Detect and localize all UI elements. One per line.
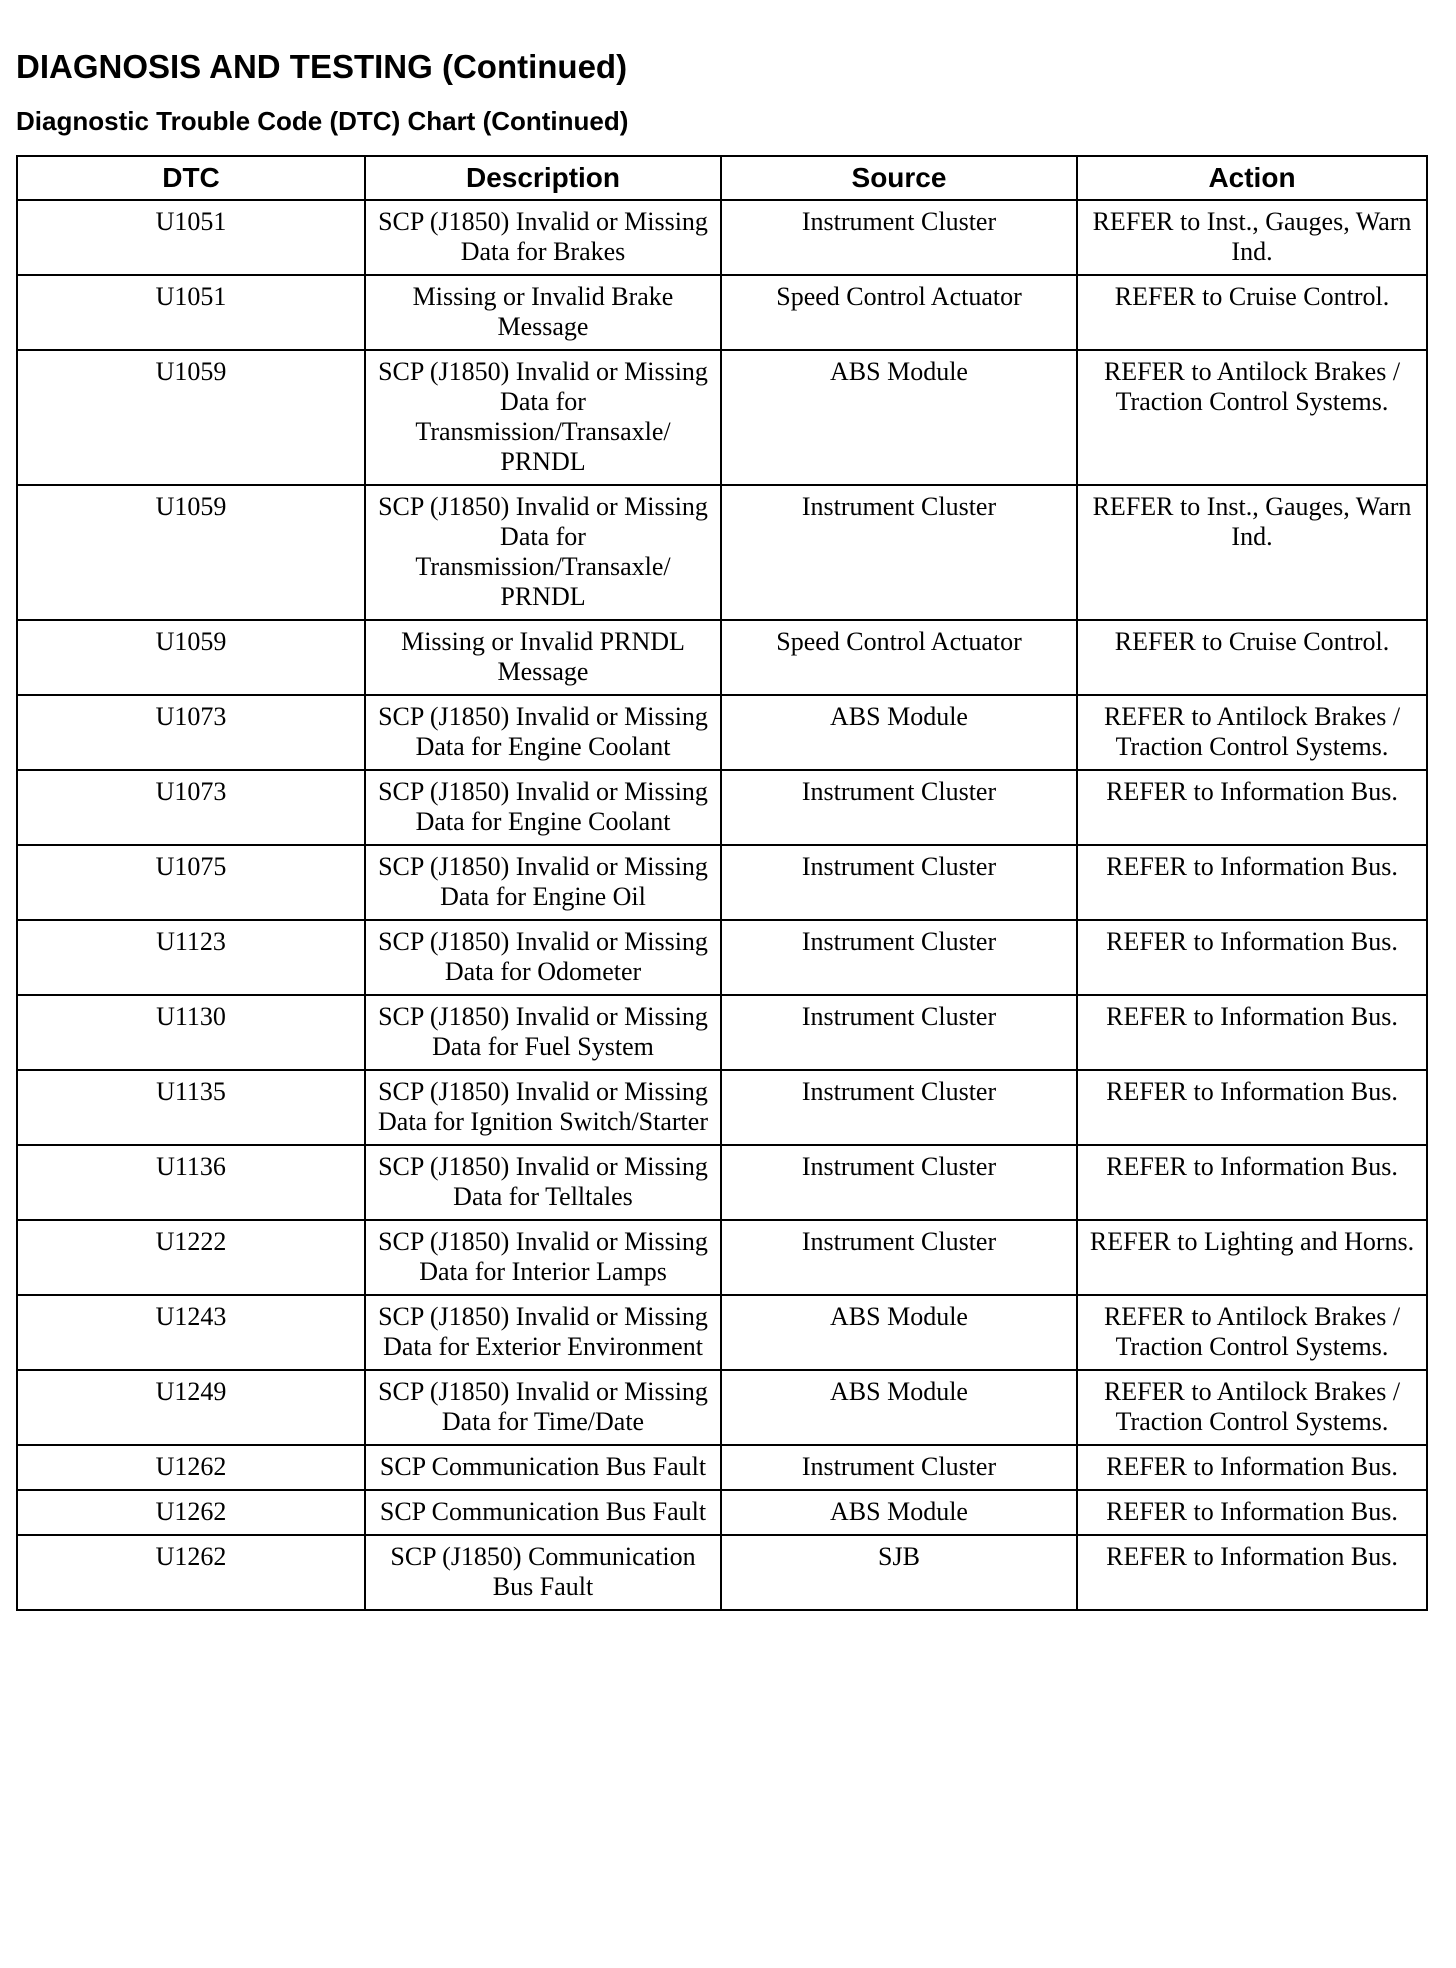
dtc-cell: U1130 xyxy=(17,995,365,1070)
description-cell: SCP (J1850) Invalid or Missing Data for Engine Oil xyxy=(365,845,721,920)
dtc-cell: U1135 xyxy=(17,1070,365,1145)
table-row xyxy=(17,1145,1427,1220)
source-cell: Speed Control Actuator xyxy=(721,275,1077,350)
action-cell: REFER to Information Bus. xyxy=(1077,995,1427,1070)
column-header-source: Source xyxy=(721,156,1077,200)
description-cell: SCP (J1850) Invalid or Missing Data for Ignition Switch/Starter xyxy=(365,1070,721,1145)
description-cell: SCP (J1850) Invalid or Missing Data for Engine Coolant xyxy=(365,770,721,845)
dtc-cell: U1075 xyxy=(17,845,365,920)
table-row xyxy=(17,1490,1427,1535)
dtc-cell: U1262 xyxy=(17,1490,365,1535)
action-cell: REFER to Information Bus. xyxy=(1077,770,1427,845)
action-cell: REFER to Information Bus. xyxy=(1077,845,1427,920)
chart-subtitle: Diagnostic Trouble Code (DTC) Chart (Continued) xyxy=(16,106,629,136)
source-cell: Instrument Cluster xyxy=(721,1145,1077,1220)
dtc-cell: U1073 xyxy=(17,695,365,770)
action-cell: REFER to Antilock Brakes / Traction Control Systems. xyxy=(1077,695,1427,770)
action-cell: REFER to Cruise Control. xyxy=(1077,620,1427,695)
table-row xyxy=(17,1220,1427,1295)
dtc-cell: U1051 xyxy=(17,200,365,275)
table-row xyxy=(17,200,1427,275)
table-row xyxy=(17,275,1427,350)
action-cell: REFER to Information Bus. xyxy=(1077,920,1427,995)
description-cell: SCP Communication Bus Fault xyxy=(365,1445,721,1490)
source-cell: ABS Module xyxy=(721,1370,1077,1445)
column-header-action: Action xyxy=(1077,156,1427,200)
table-row xyxy=(17,1535,1427,1610)
description-cell: SCP (J1850) Communication Bus Fault xyxy=(365,1535,721,1610)
table-row xyxy=(17,845,1427,920)
table-row xyxy=(17,695,1427,770)
dtc-cell: U1059 xyxy=(17,350,365,485)
description-cell: SCP (J1850) Invalid or Missing Data for Odometer xyxy=(365,920,721,995)
description-cell: SCP (J1850) Invalid or Missing Data for Exterior Environment xyxy=(365,1295,721,1370)
dtc-cell: U1249 xyxy=(17,1370,365,1445)
description-cell: SCP (J1850) Invalid or Missing Data for Fuel System xyxy=(365,995,721,1070)
source-cell: Instrument Cluster xyxy=(721,485,1077,620)
description-cell: SCP (J1850) Invalid or Missing Data for Brakes xyxy=(365,200,721,275)
description-cell: SCP (J1850) Invalid or Missing Data for Engine Coolant xyxy=(365,695,721,770)
description-cell: Missing or Invalid Brake Message xyxy=(365,275,721,350)
action-cell: REFER to Information Bus. xyxy=(1077,1535,1427,1610)
table-header-row xyxy=(17,156,1427,200)
source-cell: Instrument Cluster xyxy=(721,200,1077,275)
source-cell: Instrument Cluster xyxy=(721,1445,1077,1490)
dtc-cell: U1123 xyxy=(17,920,365,995)
action-cell: REFER to Antilock Brakes / Traction Control Systems. xyxy=(1077,1295,1427,1370)
page-title: DIAGNOSIS AND TESTING (Continued) xyxy=(16,48,628,85)
description-cell: SCP (J1850) Invalid or Missing Data for Transmission/Transaxle/ PRNDL xyxy=(365,350,721,485)
description-cell: SCP (J1850) Invalid or Missing Data for Interior Lamps xyxy=(365,1220,721,1295)
dtc-cell: U1222 xyxy=(17,1220,365,1295)
table-row xyxy=(17,1445,1427,1490)
dtc-cell: U1051 xyxy=(17,275,365,350)
source-cell: Speed Control Actuator xyxy=(721,620,1077,695)
action-cell: REFER to Inst., Gauges, Warn Ind. xyxy=(1077,200,1427,275)
table-row xyxy=(17,350,1427,485)
table-body xyxy=(17,200,1427,1610)
table-row xyxy=(17,995,1427,1070)
action-cell: REFER to Cruise Control. xyxy=(1077,275,1427,350)
action-cell: REFER to Information Bus. xyxy=(1077,1490,1427,1535)
page xyxy=(16,44,1440,138)
description-cell: Missing or Invalid PRNDL Message xyxy=(365,620,721,695)
description-cell: SCP (J1850) Invalid or Missing Data for Transmission/Transaxle/ PRNDL xyxy=(365,485,721,620)
description-cell: SCP (J1850) Invalid or Missing Data for Time/Date xyxy=(365,1370,721,1445)
action-cell: REFER to Antilock Brakes / Traction Control Systems. xyxy=(1077,1370,1427,1445)
action-cell: REFER to Lighting and Horns. xyxy=(1077,1220,1427,1295)
column-header-dtc: DTC xyxy=(17,156,365,200)
dtc-cell: U1059 xyxy=(17,485,365,620)
source-cell: Instrument Cluster xyxy=(721,995,1077,1070)
source-cell: Instrument Cluster xyxy=(721,1070,1077,1145)
table-row xyxy=(17,1070,1427,1145)
dtc-cell: U1243 xyxy=(17,1295,365,1370)
action-cell: REFER to Information Bus. xyxy=(1077,1445,1427,1490)
table-row xyxy=(17,920,1427,995)
source-cell: Instrument Cluster xyxy=(721,770,1077,845)
table-row xyxy=(17,1295,1427,1370)
column-header-description: Description xyxy=(365,156,721,200)
dtc-cell: U1262 xyxy=(17,1445,365,1490)
source-cell: ABS Module xyxy=(721,695,1077,770)
action-cell: REFER to Antilock Brakes / Traction Control Systems. xyxy=(1077,350,1427,485)
source-cell: Instrument Cluster xyxy=(721,845,1077,920)
source-cell: Instrument Cluster xyxy=(721,920,1077,995)
source-cell: ABS Module xyxy=(721,1490,1077,1535)
action-cell: REFER to Information Bus. xyxy=(1077,1145,1427,1220)
table-row xyxy=(17,485,1427,620)
dtc-cell: U1073 xyxy=(17,770,365,845)
action-cell: REFER to Inst., Gauges, Warn Ind. xyxy=(1077,485,1427,620)
description-cell: SCP (J1850) Invalid or Missing Data for Telltales xyxy=(365,1145,721,1220)
dtc-table xyxy=(16,155,1428,1611)
action-cell: REFER to Information Bus. xyxy=(1077,1070,1427,1145)
dtc-cell: U1059 xyxy=(17,620,365,695)
dtc-cell: U1136 xyxy=(17,1145,365,1220)
table-row xyxy=(17,770,1427,845)
source-cell: ABS Module xyxy=(721,1295,1077,1370)
source-cell: SJB xyxy=(721,1535,1077,1610)
dtc-cell: U1262 xyxy=(17,1535,365,1610)
source-cell: ABS Module xyxy=(721,350,1077,485)
table-row xyxy=(17,620,1427,695)
table-row xyxy=(17,1370,1427,1445)
source-cell: Instrument Cluster xyxy=(721,1220,1077,1295)
description-cell: SCP Communication Bus Fault xyxy=(365,1490,721,1535)
